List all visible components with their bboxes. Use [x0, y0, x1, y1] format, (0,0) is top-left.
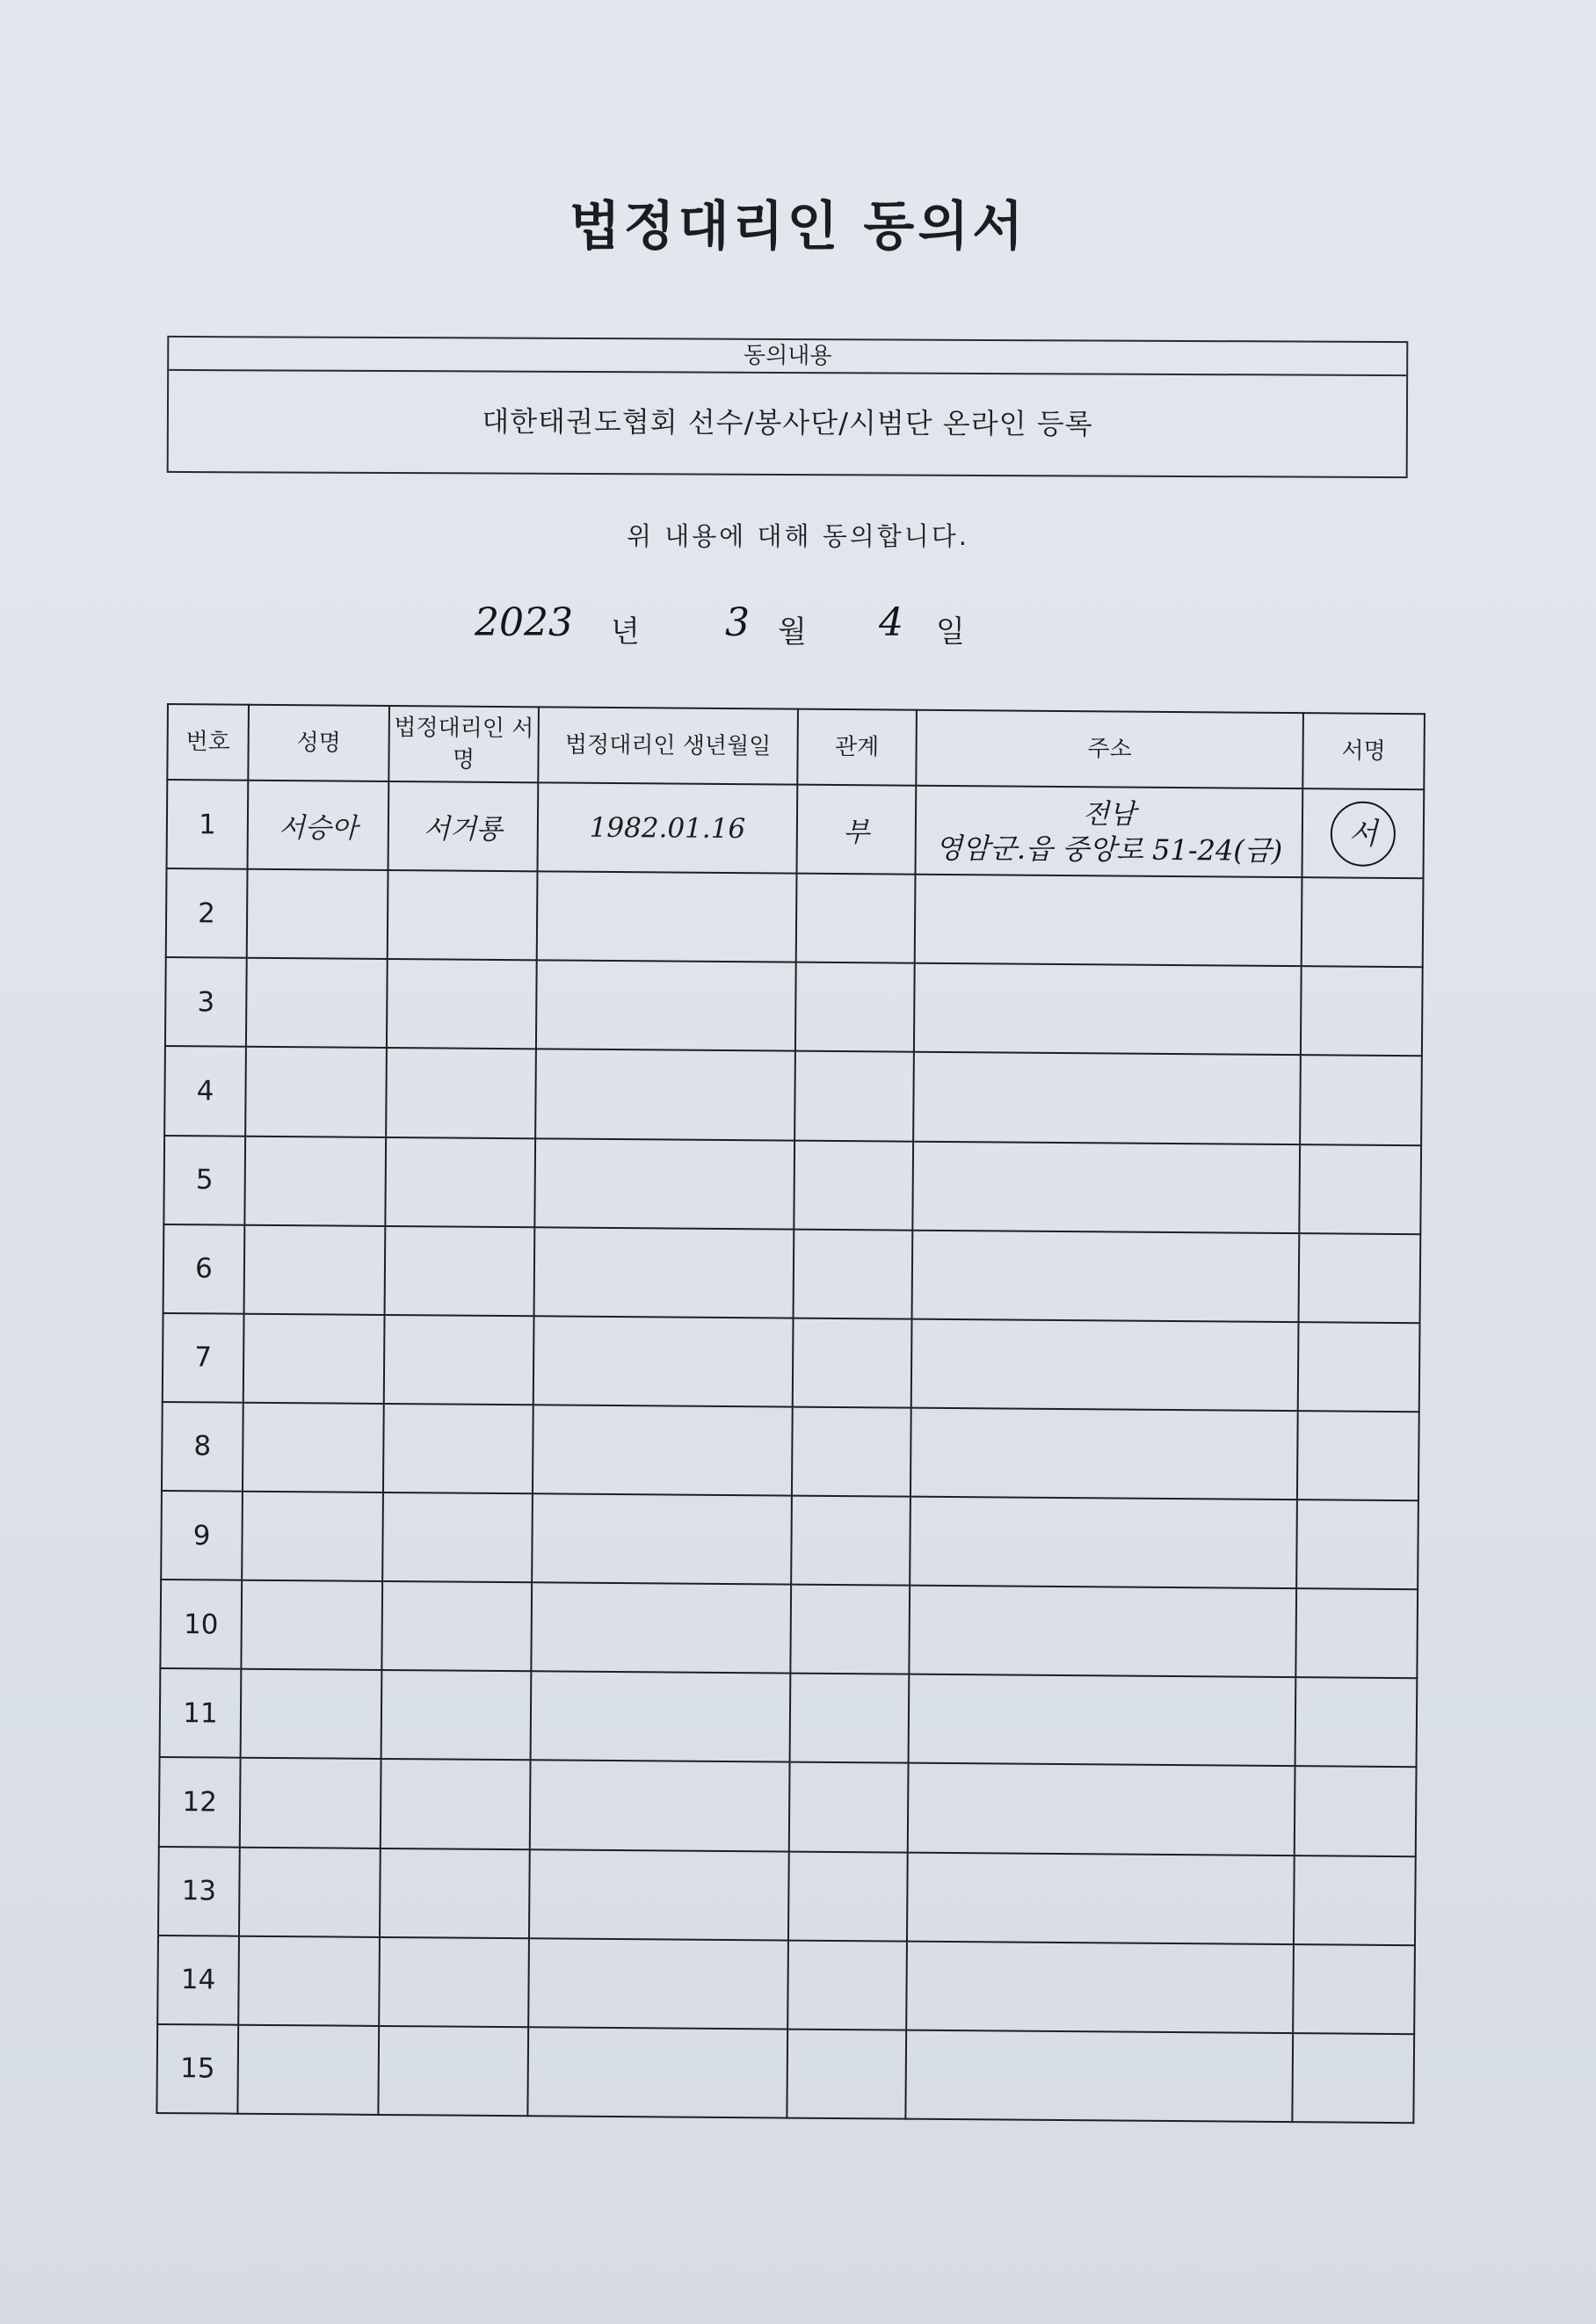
- row-guardian-signature: [381, 1759, 531, 1848]
- row-relation: [795, 962, 915, 1052]
- row-relation: 부: [797, 785, 917, 875]
- row-birthdate: [533, 1316, 794, 1406]
- row-name: [237, 2024, 379, 2115]
- row-birthdate: 1982.01.16: [538, 782, 798, 873]
- row-address: [910, 1408, 1298, 1500]
- row-guardian-signature: [384, 1315, 534, 1405]
- row-name: [244, 1136, 386, 1225]
- row-name: [245, 1047, 387, 1137]
- row-relation: [792, 1406, 911, 1496]
- row-name: [238, 1935, 380, 2025]
- row-number: 15: [156, 2024, 238, 2114]
- row-relation: [794, 1051, 914, 1141]
- registration-table: [156, 703, 1426, 2124]
- date-year: 2023: [475, 600, 573, 645]
- row-birthdate: [529, 1849, 789, 1940]
- row-address-line2: 영암군.읍 중앙로 51-24(금): [935, 831, 1283, 868]
- row-number: 6: [163, 1224, 245, 1314]
- row-number: 13: [158, 1846, 240, 1935]
- row-signature-cell: [1295, 1677, 1418, 1767]
- row-address: [914, 963, 1302, 1056]
- row-guardian-signature: [386, 1048, 536, 1137]
- row-name: [246, 958, 388, 1048]
- header-guardian-birthdate: 법정대리인 생년월일: [538, 707, 798, 784]
- row-guardian-signature: [378, 2026, 528, 2117]
- table-row: [165, 957, 1423, 1056]
- table-row: [158, 1846, 1416, 1944]
- row-signature-cell: [1292, 2033, 1414, 2123]
- row-signature-cell: [1298, 1322, 1420, 1412]
- row-relation: [794, 1229, 913, 1318]
- date-day: 4: [879, 600, 903, 645]
- row-guardian-signature: [382, 1492, 533, 1582]
- row-guardian-signature: [387, 959, 537, 1049]
- table-row: [163, 1135, 1421, 1233]
- row-birthdate: [531, 1672, 791, 1762]
- table-row: [167, 780, 1425, 878]
- row-birthdate: [531, 1582, 791, 1673]
- row-birthdate: [533, 1405, 793, 1495]
- row-signature-cell: [1301, 966, 1423, 1056]
- registration-table-wrap: [156, 703, 1424, 2124]
- row-birthdate: [537, 871, 797, 962]
- row-number: 5: [163, 1135, 245, 1224]
- row-birthdate: [534, 1227, 794, 1318]
- row-number: 12: [159, 1757, 241, 1847]
- row-name: [241, 1580, 382, 1670]
- row-signature-cell: [1295, 1588, 1418, 1678]
- row-signature-cell: [1296, 1500, 1418, 1589]
- row-name: [244, 1224, 386, 1314]
- row-guardian-signature: [385, 1137, 535, 1226]
- table-row: [162, 1402, 1419, 1500]
- row-guardian-signature: [383, 1404, 533, 1493]
- row-address: [907, 1852, 1295, 1944]
- row-birthdate: [532, 1493, 792, 1584]
- row-address: [913, 1052, 1301, 1144]
- row-address: [905, 2030, 1293, 2122]
- row-number: 9: [161, 1491, 243, 1580]
- row-address: [908, 1763, 1295, 1856]
- row-address: [912, 1230, 1300, 1322]
- row-signature-cell: [1302, 788, 1424, 878]
- agreement-statement: 위 내용에 대해 동의합니다.: [626, 521, 970, 551]
- date-year-label: 년: [611, 614, 640, 650]
- row-address: [909, 1586, 1296, 1678]
- row-address: [910, 1497, 1297, 1589]
- row-birthdate: [528, 1938, 788, 2029]
- row-guardian-signature: [381, 1670, 532, 1760]
- row-signature-cell: [1294, 1856, 1416, 1945]
- table-row: [161, 1491, 1418, 1589]
- row-name: [247, 869, 388, 959]
- table-row: [160, 1580, 1418, 1678]
- table-row: [164, 1046, 1422, 1144]
- row-address: [909, 1674, 1296, 1767]
- row-guardian-signature: 서거룡: [388, 781, 539, 871]
- row-name: [243, 1313, 385, 1403]
- header-number: 번호: [167, 704, 249, 781]
- row-name: [239, 1847, 381, 1936]
- row-name: [242, 1492, 383, 1581]
- consent-box: [167, 336, 1409, 478]
- row-address: [911, 1318, 1299, 1411]
- row-number: 3: [165, 957, 247, 1047]
- row-guardian-signature: [388, 870, 538, 960]
- row-number: 14: [157, 1935, 239, 2025]
- row-birthdate: [527, 2027, 787, 2118]
- row-guardian-signature: [380, 1848, 530, 1937]
- row-birthdate: [530, 1761, 790, 1851]
- table-row: [159, 1757, 1417, 1856]
- row-signature-cell: [1302, 877, 1424, 967]
- row-address-line1: 전남: [1082, 797, 1136, 831]
- row-name: [243, 1403, 384, 1492]
- row-guardian-signature: [385, 1226, 535, 1316]
- row-number: 11: [160, 1668, 242, 1758]
- row-signature: 서: [1331, 801, 1396, 867]
- row-number: 4: [164, 1046, 246, 1136]
- row-signature-cell: [1299, 1144, 1421, 1234]
- row-signature-cell: [1297, 1411, 1419, 1500]
- consent-content: 대한태권도협회 선수/봉사단/시범단 온라인 등록: [482, 404, 1093, 441]
- date-month-label: 월: [778, 614, 807, 650]
- row-relation: [787, 1940, 907, 2030]
- row-address: [912, 1141, 1300, 1233]
- table-row: [156, 2024, 1414, 2123]
- row-relation: [791, 1496, 910, 1586]
- table-row: [157, 1935, 1415, 2034]
- table-row: [163, 1224, 1421, 1323]
- row-number: 2: [166, 868, 248, 958]
- row-relation: [789, 1762, 909, 1852]
- consent-header: 동의내용: [169, 338, 1406, 376]
- table-row: [160, 1668, 1418, 1767]
- row-number: 1: [167, 780, 249, 869]
- date-day-label: 일: [936, 614, 965, 650]
- row-number: 8: [162, 1402, 243, 1492]
- row-relation: [794, 1140, 913, 1230]
- row-relation: [790, 1674, 910, 1763]
- row-address: [915, 786, 1302, 878]
- row-address: [915, 875, 1302, 967]
- row-signature-cell: [1295, 1766, 1417, 1856]
- row-signature-cell: [1293, 1944, 1415, 2034]
- row-signature-cell: [1300, 1056, 1422, 1145]
- header-signature: 서명: [1302, 713, 1425, 789]
- row-birthdate: [534, 1138, 794, 1229]
- header-relation: 관계: [797, 709, 917, 786]
- row-guardian-signature: [379, 1937, 529, 2027]
- row-relation: [787, 2029, 906, 2118]
- date-month: 3: [725, 600, 750, 645]
- row-signature-cell: [1299, 1233, 1421, 1323]
- header-guardian-signature: 법정대리인 서명: [388, 706, 539, 782]
- row-relation: [790, 1585, 910, 1674]
- row-address: [906, 1941, 1294, 2033]
- row-birthdate: [536, 961, 796, 1051]
- table-header-row: [167, 704, 1425, 789]
- row-relation: [793, 1318, 912, 1407]
- document-title: 법정대리인 동의서: [569, 196, 1027, 258]
- row-relation: [796, 874, 916, 963]
- row-name: [241, 1669, 382, 1759]
- row-number: 10: [160, 1580, 242, 1669]
- row-relation: [788, 1851, 908, 1941]
- row-birthdate: [535, 1049, 795, 1140]
- row-guardian-signature: [381, 1581, 532, 1671]
- header-name: 성명: [248, 705, 389, 781]
- row-name: 서승아: [248, 781, 389, 870]
- header-address: 주소: [916, 710, 1303, 788]
- row-number: 7: [163, 1313, 244, 1403]
- row-name: [240, 1758, 381, 1848]
- table-row: [163, 1313, 1420, 1412]
- table-row: [166, 868, 1424, 967]
